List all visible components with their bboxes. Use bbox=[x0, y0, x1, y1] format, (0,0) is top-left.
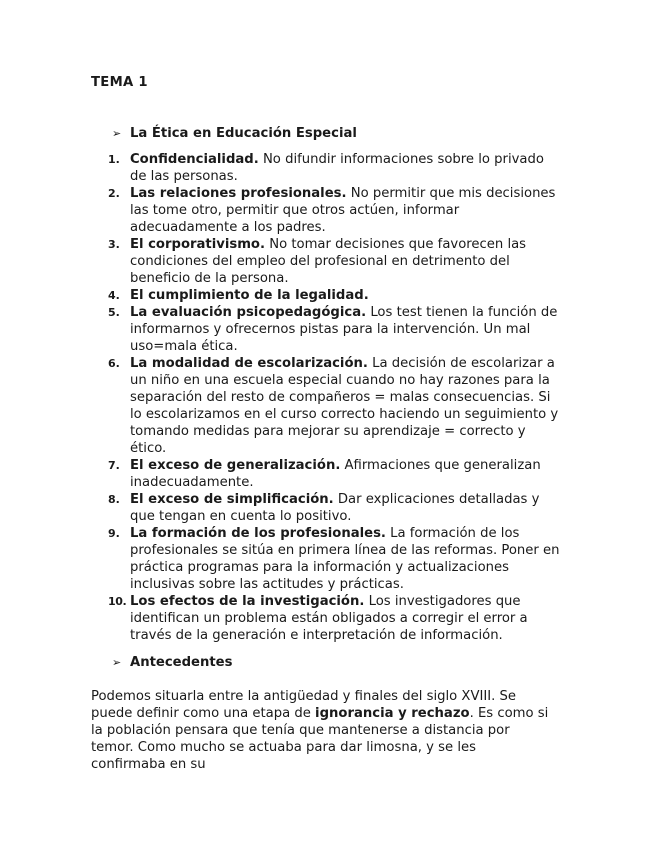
paragraph-text-end: . Es como si la población pensara que tenía que mantenerse a distancia por temor. Como mucho se actuaba para dar limosna, y se les confirmaba en su bbox=[91, 706, 549, 772]
section-heading-text: Antecedentes bbox=[130, 655, 233, 670]
list-item-term: El exceso de generalización. bbox=[130, 458, 341, 473]
list-item-text: No permitir que mis decisiones las tome otro, permitir que otros actúen, informar adecuadamente a los padres. bbox=[130, 186, 556, 235]
list-item bbox=[0, 457, 655, 491]
list-item-text: La decisión de escolarizar a un niño en una escuela especial cuando no hay razones para la separación del resto de compañeros = malas consecuencias. Si lo escolarizamos en el curso correcto haciendo un seguimiento y tomando medidas para mejorar su aprendizaje = correcto y ético. bbox=[130, 356, 559, 456]
list-item-text: No tomar decisiones que favorecen las condiciones del empleo del profesional en detrimento del beneficio de la persona. bbox=[130, 237, 527, 286]
list-item bbox=[0, 355, 655, 457]
list-item bbox=[0, 304, 655, 355]
list-item-text: Los investigadores que identifican un problema están obligados a corregir el error a través de la generación e interpretación de información. bbox=[130, 594, 528, 643]
paragraph-text-start: Podemos situarla entre la antigüedad y finales del siglo XVIII. Se puede definir como una etapa de bbox=[91, 689, 517, 721]
section-heading-antecedentes bbox=[112, 654, 232, 671]
list-item-number: 2. bbox=[108, 187, 120, 200]
list-item-text: No difundir informaciones sobre lo privado de las personas. bbox=[130, 152, 544, 184]
arrow-bullet-icon: ➢ bbox=[112, 656, 122, 669]
antecedentes-paragraph bbox=[91, 688, 551, 773]
list-item-number: 7. bbox=[108, 459, 120, 472]
list-item-term: La evaluación psicopedagógica. bbox=[130, 305, 367, 320]
list-item-text: Los test tienen la función de informarnos y ofrecernos pistas para la intervención. Un mal uso=mala ética. bbox=[130, 305, 558, 354]
list-item-text: La formación de los profesionales se sitúa en primera línea de las reformas. Poner en práctica programas para la información y actualizaciones inclusivas sobre las actitudes y prácticas. bbox=[130, 526, 560, 592]
list-item bbox=[0, 287, 655, 304]
paragraph-bold-text: ignorancia y rechazo bbox=[315, 706, 470, 721]
list-item-term: La formación de los profesionales. bbox=[130, 526, 386, 541]
list-item bbox=[0, 525, 655, 593]
list-item-text: Afirmaciones que generalizan inadecuadamente. bbox=[130, 458, 541, 490]
list-item bbox=[0, 593, 655, 644]
list-item bbox=[0, 151, 655, 185]
list-item-term: Los efectos de la investigación. bbox=[130, 594, 365, 609]
list-item-term: El cumplimiento de la legalidad. bbox=[130, 288, 369, 303]
list-item-term: La modalidad de escolarización. bbox=[130, 356, 368, 371]
list-item bbox=[0, 185, 655, 236]
arrow-bullet-icon: ➢ bbox=[112, 127, 122, 140]
list-item-number: 5. bbox=[108, 306, 120, 319]
list-item-number: 6. bbox=[108, 357, 120, 370]
list-item-text: Dar explicaciones detalladas y que tengan en cuenta lo positivo. bbox=[130, 492, 540, 524]
list-item-term: El exceso de simplificación. bbox=[130, 492, 334, 507]
list-item-term: El corporativismo. bbox=[130, 237, 266, 252]
list-item-number: 4. bbox=[108, 289, 120, 302]
list-item bbox=[0, 236, 655, 287]
list-item-term: Las relaciones profesionales. bbox=[130, 186, 347, 201]
list-item-number: 1. bbox=[108, 153, 120, 166]
list-item bbox=[0, 491, 655, 525]
ethics-list bbox=[0, 151, 655, 644]
list-item-term: Confidencialidad. bbox=[130, 152, 259, 167]
list-item-number: 3. bbox=[108, 238, 120, 251]
section-heading-etica bbox=[112, 125, 357, 142]
page-title: TEMA 1 bbox=[91, 75, 148, 90]
list-item-number: 9. bbox=[108, 527, 120, 540]
list-item-number: 8. bbox=[108, 493, 120, 506]
list-item-number: 10. bbox=[108, 595, 127, 608]
section-heading-text: La Ética en Educación Especial bbox=[130, 126, 357, 141]
